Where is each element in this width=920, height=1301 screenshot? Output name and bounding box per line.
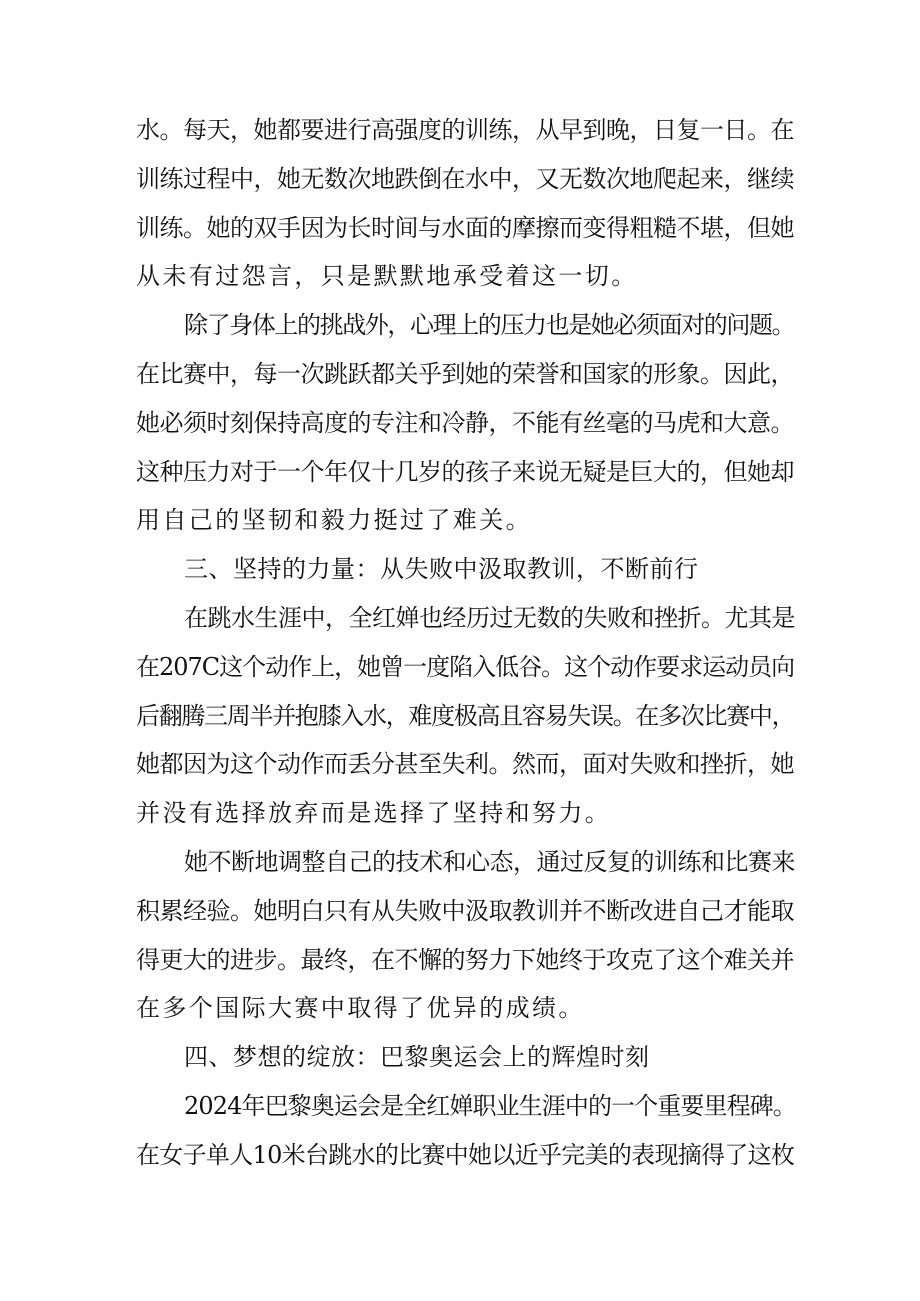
- section-heading: 四、梦想的绽放：巴黎奥运会上的辉煌时刻: [184, 1043, 650, 1071]
- paragraph-line: 她都因为这个动作而丢分甚至失利。然而，面对失败和挫折，她: [136, 750, 794, 778]
- section-heading: 三、坚持的力量：从失败中汲取教训，不断前行: [184, 555, 699, 583]
- paragraph-line: 水。每天，她都要进行高强度的训练，从早到晚，日复一日。在: [136, 116, 794, 144]
- paragraph-line: 从未有过怨言，只是默默地承受着这一切。: [136, 262, 638, 290]
- paragraph-line: 除了身体上的挑战外，心理上的压力也是她必须面对的问题。: [184, 311, 795, 339]
- paragraph-line: 积累经验。她明白只有从失败中汲取教训并不断改进自己才能取: [136, 897, 794, 925]
- paragraph-line: 得更大的进步。最终，在不懈的努力下她终于攻克了这个难关并: [136, 946, 794, 974]
- paragraph-line: 训练过程中，她无数次地跌倒在水中，又无数次地爬起来，继续: [136, 165, 794, 193]
- paragraph-line: 在比赛中，每一次跳跃都关乎到她的荣誉和国家的形象。因此，: [136, 360, 794, 388]
- paragraph-line: 在多个国际大赛中取得了优异的成绩。: [136, 994, 585, 1022]
- paragraph-line: 她不断地调整自己的技术和心态，通过反复的训练和比赛来: [184, 848, 795, 876]
- paragraph-line: 训练。她的双手因为长时间与水面的摩擦而变得粗糙不堪，但她: [136, 214, 794, 242]
- paragraph-line: 用自己的坚韧和毅力挺过了难关。: [136, 506, 532, 534]
- paragraph-line: 并没有选择放弃而是选择了坚持和努力。: [136, 799, 612, 827]
- paragraph-line: 后翻腾三周半并抱膝入水，难度极高且容易失误。在多次比赛中，: [136, 702, 795, 730]
- paragraph-line: 这种压力对于一个年仅十几岁的孩子来说无疑是巨大的，但她却: [136, 458, 794, 486]
- paragraph-line: 她必须时刻保持高度的专注和冷静，不能有丝毫的马虎和大意。: [136, 409, 794, 437]
- paragraph-line: 在跳水生涯中，全红婵也经历过无数的失败和挫折。尤其是: [184, 604, 795, 632]
- paragraph-line: 在207C这个动作上，她曾一度陷入低谷。这个动作要求运动员向: [136, 653, 795, 681]
- paragraph-line: 在女子单人10米台跳水的比赛中她以近乎完美的表现摘得了这枚: [136, 1141, 795, 1169]
- paragraph-line: 2024年巴黎奥运会是全红婵职业生涯中的一个重要里程碑。: [184, 1092, 796, 1120]
